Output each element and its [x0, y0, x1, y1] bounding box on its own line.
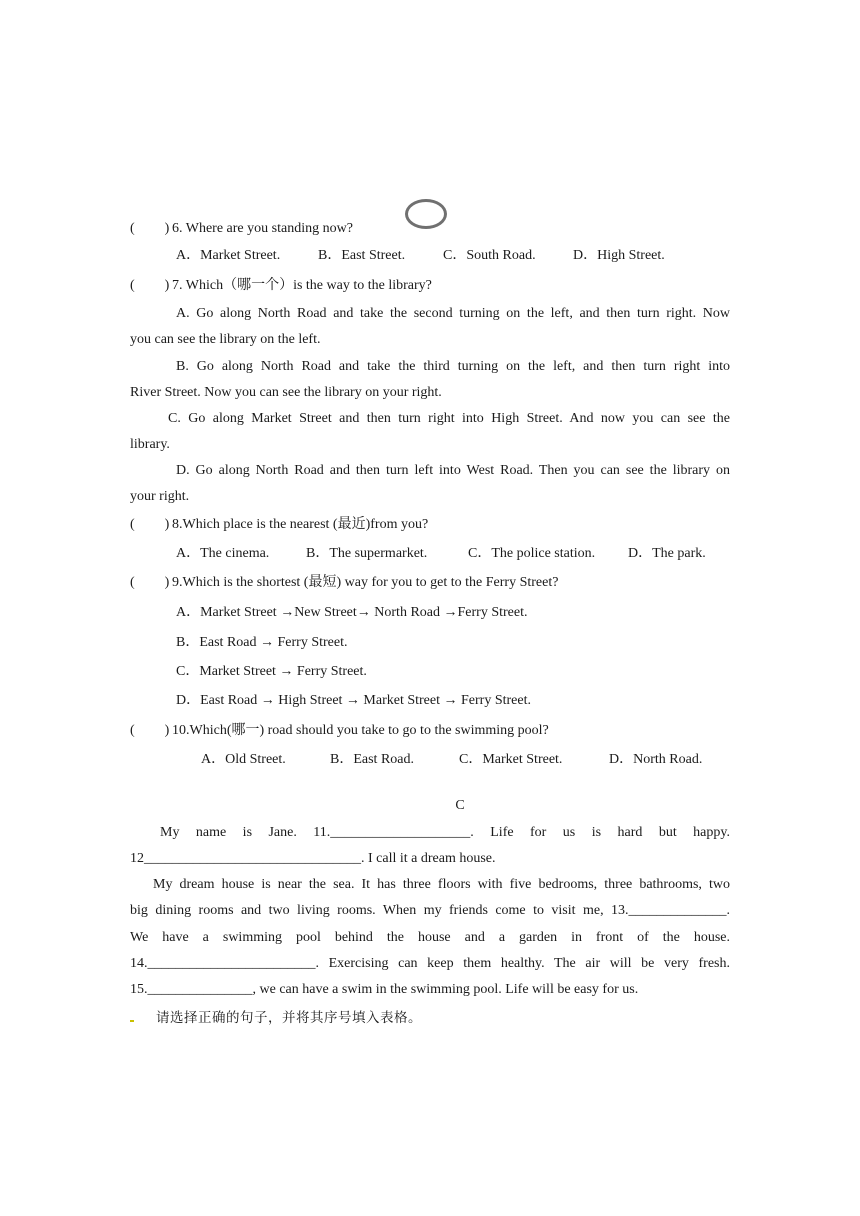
q6-paren-open: (	[130, 221, 135, 236]
q9-paren-open: (	[130, 575, 135, 590]
q9-option-a: A．Market Street →New Street→ North Road →Ferry Street.	[176, 605, 528, 620]
q7-option-d-line1: D. Go along North Road and then turn left into West Road. Then you can see the library on	[176, 463, 730, 478]
q10-option-a: A．Old Street.	[201, 752, 286, 767]
section-c-p2-line4: 14.________________________. Exercising can keep them healthy. The air will be very fresh.	[130, 956, 730, 971]
q7-option-c-line2: library.	[130, 437, 170, 452]
q7-option-d-line2: your right.	[130, 489, 190, 504]
q7-option-a-line1: A. Go along North Road and take the second turning on the left, and then turn right. Now	[176, 306, 730, 321]
q10-paren-open: (	[130, 723, 135, 738]
section-c-p2-line1: My dream house is near the sea. It has three floors with five bedrooms, three bathrooms, two	[153, 877, 730, 892]
q9-paren-close: )	[164, 575, 170, 590]
q6-option-b: B．East Street.	[318, 248, 406, 263]
section-c-p2-line2: big dining rooms and two living rooms. When my friends come to visit me, 13.______________.	[130, 903, 730, 918]
q8-answer-blank[interactable]	[130, 512, 169, 538]
q6-answer-blank[interactable]	[130, 216, 169, 242]
section-c-instruction: 请选择正确的句子，并将其序号填入表格。	[156, 1010, 422, 1026]
green-mark	[130, 1020, 134, 1022]
circle-mark	[405, 199, 447, 229]
section-c-p1-line2: 12_______________________________. I call it a dream house.	[130, 851, 496, 866]
q9-option-d: D．East Road → High Street → Market Street → Ferry Street.	[176, 693, 531, 708]
q7-option-b-line1: B. Go along North Road and take the third turning on the left, and then turn right into	[176, 359, 730, 374]
q6-options	[176, 243, 665, 269]
q7-option-c-line1: C. Go along Market Street and then turn right into High Street. And now you can see the	[168, 411, 730, 426]
section-c-p2-line3: We have a swimming pool behind the house and a garden in front of the house.	[130, 930, 730, 945]
q8-paren-open: (	[130, 517, 135, 532]
q6-paren-close: )	[164, 221, 170, 236]
q7-paren-open: (	[130, 278, 135, 293]
q8-option-a: A．The cinema.	[176, 546, 270, 561]
q7-paren-close: )	[164, 278, 170, 293]
q9-answer-blank[interactable]	[130, 570, 169, 596]
q9-option-c: C．Market Street → Ferry Street.	[176, 664, 367, 679]
q9-question: 9.Which is the shortest (最短) way for you to get to the Ferry Street?	[172, 575, 559, 590]
q6-option-d: D．High Street.	[573, 248, 665, 263]
q10-option-b: B．East Road.	[330, 752, 414, 767]
q10-option-c: C．Market Street.	[459, 752, 563, 767]
q8-option-b: B．The supermarket.	[306, 546, 428, 561]
q7-option-b-line2: River Street. Now you can see the library on your right.	[130, 385, 442, 400]
q6-question: 6. Where are you standing now?	[172, 221, 353, 236]
q7-answer-blank[interactable]	[130, 273, 169, 299]
q10-answer-blank[interactable]	[130, 718, 169, 744]
section-c-p2-line5: 15._______________, we can have a swim in the swimming pool. Life will be easy for us.	[130, 982, 639, 997]
q10-paren-close: )	[164, 723, 170, 738]
section-c-p1-line1: My name is Jane. 11.____________________. Life for us is hard but happy.	[160, 825, 730, 840]
q8-paren-close: )	[164, 517, 170, 532]
q7-question: 7. Which（哪一个）is the way to the library?	[172, 278, 432, 293]
q8-option-d: D．The park.	[628, 546, 706, 561]
section-c-title: C	[455, 798, 465, 813]
q9-option-b: B．East Road → Ferry Street.	[176, 635, 348, 650]
q8-options	[176, 541, 706, 567]
q10-options	[201, 747, 702, 773]
q6-option-c: C．South Road.	[443, 248, 536, 263]
q8-question: 8.Which place is the nearest (最近)from you?	[172, 517, 429, 532]
q7-option-a-line2: you can see the library on the left.	[130, 332, 321, 347]
q10-question: 10.Which(哪一) road should you take to go to the swimming pool?	[172, 723, 549, 738]
q6-option-a: A．Market Street.	[176, 248, 281, 263]
q8-option-c: C．The police station.	[468, 546, 596, 561]
q10-option-d: D．North Road.	[609, 752, 703, 767]
